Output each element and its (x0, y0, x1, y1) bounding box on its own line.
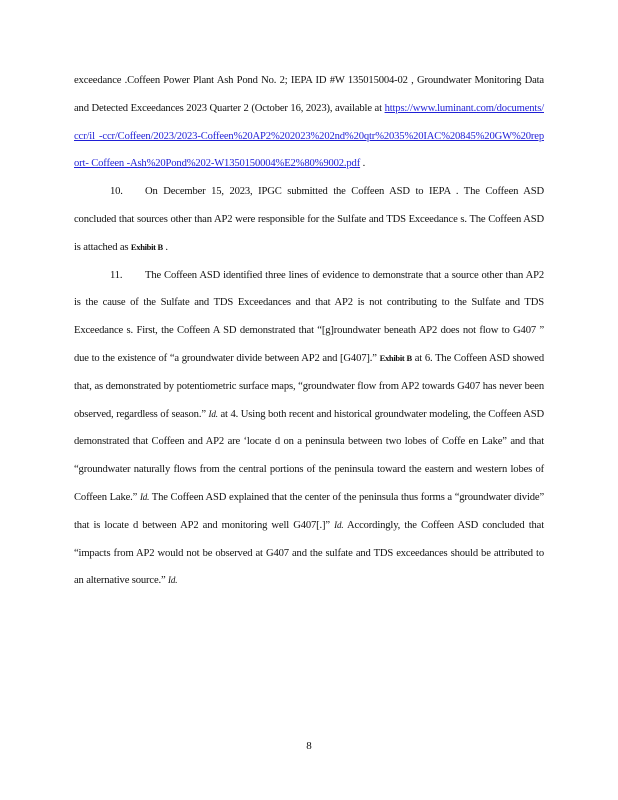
id-citation-3: Id. (334, 519, 344, 530)
paragraph-10-number: 10. (110, 186, 123, 198)
paragraph-continuation-end: . (360, 158, 366, 170)
paragraph-10-text: On December 15, 2023, IPGC submitted the Coffeen ASD to IEPA . The Coffeen ASD concluded that sources other than AP2 were responsible for the Sulfate and TDS Exceedance s. The Coffeen ASD is attached as (74, 186, 544, 253)
report-link[interactable]: https://www.luminant.com/documents/ccr/il -ccr/Coffeen/2023/2023-Coffeen%20AP2%202023%202nd%20qtr%2035%20IAC%20845%20GW%20report- Coffeen -Ash%20Pond%202-W1350150004%E2%80%9002.pdf (74, 102, 544, 170)
paragraph-10-end: . (162, 241, 168, 253)
paragraph-continuation-text: exceedance .Coffeen Power Plant Ash Pond No. 2; IEPA ID #W 135015004-02 , Groundwater Monitoring Data and Detected Exceedances 2023 Quarter 2 (October 16, 2023), available at (74, 75, 544, 114)
paragraph-11-number: 11. (110, 269, 123, 281)
exhibit-b-reference-2: Exhibit B (379, 352, 412, 363)
body-text (74, 67, 544, 595)
id-citation-1: Id. (208, 408, 218, 419)
paragraph-10 (74, 178, 544, 261)
paragraph-11-text-2: at 6. The Coffeen ASD showed that, as demonstrated by potentiometric surface maps, “groundwater flow from AP2 towards G407 has never been observed, regardless of season.” (74, 352, 544, 420)
paragraph-11-text-1: The Coffeen ASD identified three lines of evidence to demonstrate that a source other than AP2 is the cause of the Sulfate and TDS Exceedances and that AP2 is not contributing to the Sulfate and TDS Exceedance s. First, the Coffeen A SD demonstrated that “[g]roundwater beneath AP2 does not flow to G407 ” due to the existence of “a groundwater divide between AP2 and [G407].” (74, 269, 544, 364)
exhibit-b-reference: Exhibit B (130, 241, 163, 252)
page-number: 8 (306, 740, 312, 752)
paragraph-continuation (74, 67, 544, 178)
paragraph-11-text-5: Accordingly, the Coffeen ASD concluded that “impacts from AP2 would not be observed at G407 and the sulfate and TDS exceedances should be attributed to an alternative source.” (74, 519, 544, 587)
paragraph-11-text-4: The Coffeen ASD explained that the center of the peninsula thus forms a “groundwater divide” that is locate d between AP2 and monitoring well G407[.]” (74, 491, 544, 531)
id-citation-4: Id. (168, 575, 178, 586)
paragraph-11-text-3: at 4. Using both recent and historical groundwater modeling, the Coffeen ASD demonstrated that Coffeen and AP2 are ‘locate d on a peninsula between two lobes of Coffe en Lake” and that “groundwater naturally flows from the central portions of the peninsula toward the eastern and western lobes of Coffeen Lake.” (74, 408, 544, 503)
paragraph-11 (74, 262, 544, 596)
id-citation-2: Id. (139, 491, 150, 502)
